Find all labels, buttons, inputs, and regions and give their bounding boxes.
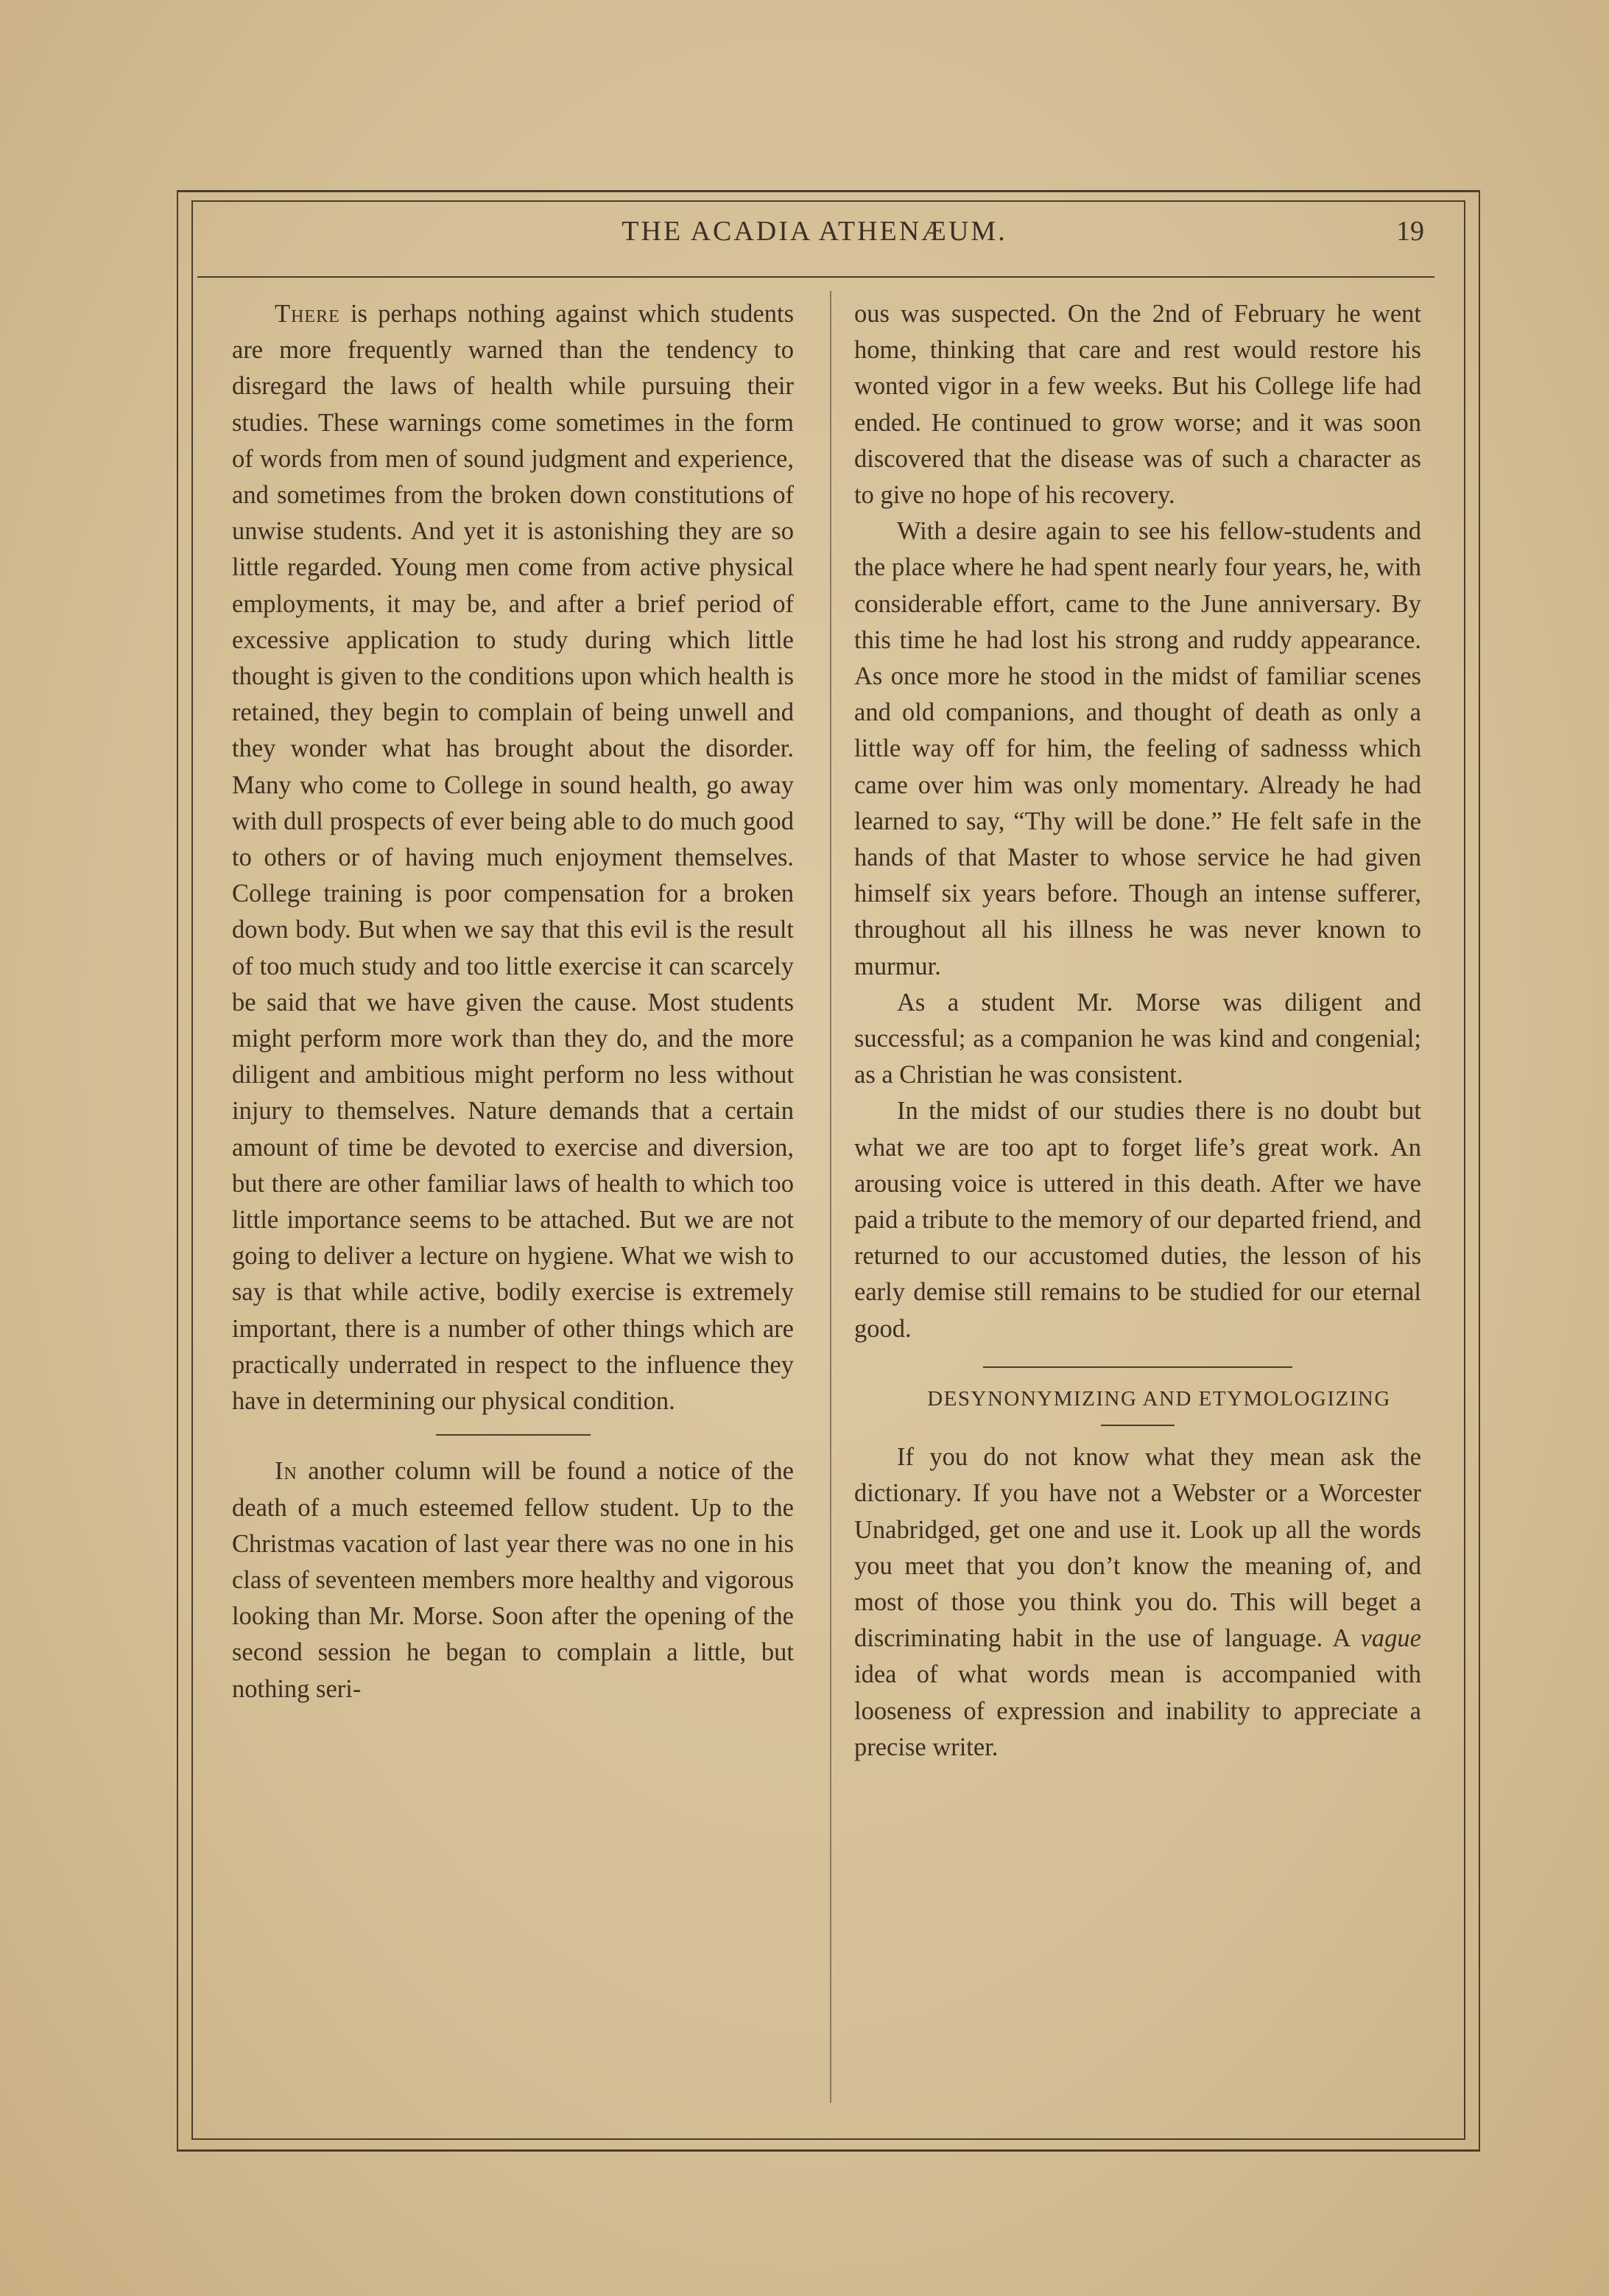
heading-underline (1101, 1425, 1175, 1426)
paragraph-text: is perhaps nothing against which students are more frequently warned than the tendency to disregard the laws of health while pursuing their studies. These warnings come sometimes in the form of words from men of sound judgment and experience, and sometimes from the broken down constitutions of unwise students. And yet it is astonishing they are so little regarded. Young men come from active physical employments, it may be, and after a brief period of excessive application to study during which little thought is given to the conditions upon which health is retained, they begin to complain of being unwell and they wonder what has brought about the disorder. Many who come to College in sound health, go away with dull prospects of ever being able to do much good to others or of having much enjoyment themselves. College training is poor compensation for a broken down body. But when we say that this evil is the result of too much study and too little exercise it can scarcely be said that we have given the cause. Most students might perform more work than they do, and the more diligent and ambitious might perform no less without injury to themselves. Nature demands that a certain amount of time be devoted to exercise and diversion, but there are other familiar laws of health to which too little importance seems to be attached. But we are not going to deliver a lecture on hygiene. What we wish to say is that while active, bodily exercise is extremely important, there is a number of other things which are practically underrated in respect to the influence they have in determining our physical condition. (232, 300, 794, 1416)
header-rule (197, 276, 1434, 278)
journal-title: THE ACADIA ATHENÆUM. (622, 216, 1007, 247)
right-border-outer (1479, 190, 1480, 2152)
section-divider (983, 1366, 1292, 1368)
section-heading: DESYNONYMIZING AND ETYMOLOGIZING (927, 1386, 1391, 1411)
italic-word: vague (1360, 1624, 1421, 1653)
column-divider (830, 291, 831, 2103)
paragraph-text: If you do not know what they mean ask the dictionary. If you have not a Webster or a Worcester Unabridged, get one and use it. Look up all the words you meet that you don’t know the meaning of, and most of those you think you do. This will beget a discriminating habit in the use of language. A (854, 1443, 1421, 1653)
paragraph-text: idea of what words mean is accompanied with looseness of expression and inability to appreciate a precise writer. (854, 1660, 1421, 1761)
drop-lead-word: There (275, 300, 340, 328)
section-divider (436, 1434, 591, 1436)
paragraph-text: another column will be found a notice of the death of a much esteemed fellow student. Up to the Christmas vacation of last year there was no one in his class of seventeen members more healthy and vigorous looking than Mr. Morse. Soon after the opening of the second session he began to complain a little, but nothing seri- (232, 1457, 794, 1703)
paragraph-lesson: In the midst of our studies there is no doubt but what we are too apt to forget life’s great work. An arousing voice is uttered in this death. After we have paid a tribute to the memory of our departed friend, and returned to our accustomed duties, the lesson of his early demise still remains to be studied for our eternal good. (854, 1097, 1421, 1343)
paragraph-anniversary: With a desire again to see his fellow-students and the place where he had spent nearly four years, he, with considerable effort, came to the June anniversary. By this time he had lost his strong and ruddy appearance. As once more he stood in the midst of familiar scenes and old companions, and thought of death as only a little way off for him, the feeling of sadnesss which came over him was only momentary. Already he had learned to say, “Thy will be done.” He felt safe in the hands of that Master to whose service he had given himself six years before. Though an intense sufferer, throughout all his illness he was never known to murmur. (854, 517, 1421, 980)
right-column (854, 296, 1421, 1766)
paragraph-dictionary (854, 1439, 1421, 1766)
page-header (197, 215, 1432, 252)
left-border-inner (191, 200, 193, 2140)
left-border-outer (177, 190, 178, 2152)
paragraph-character: As a student Mr. Morse was diligent and successful; as a companion he was kind and congenial; as a Christian he was consistent. (854, 988, 1421, 1089)
bottom-rule-outer (177, 2149, 1480, 2152)
editorial-paragraph-morse (232, 1453, 794, 1707)
page-number: 19 (1396, 216, 1424, 247)
top-rule-outer (177, 190, 1480, 192)
paragraph-continued: ous was suspected. On the 2nd of February he went home, thinking that care and rest would restore his wonted vigor in a few weeks. But his College life had ended. He continued to grow worse; and it was soon discovered that the disease was of such a character as to give no hope of his recovery. (854, 300, 1421, 510)
editorial-paragraph-health (232, 296, 794, 1419)
drop-lead-word: In (275, 1457, 297, 1486)
right-border-inner (1464, 200, 1465, 2140)
top-rule-inner (191, 200, 1465, 202)
bottom-rule-inner (191, 2138, 1465, 2140)
left-column (232, 296, 794, 1707)
